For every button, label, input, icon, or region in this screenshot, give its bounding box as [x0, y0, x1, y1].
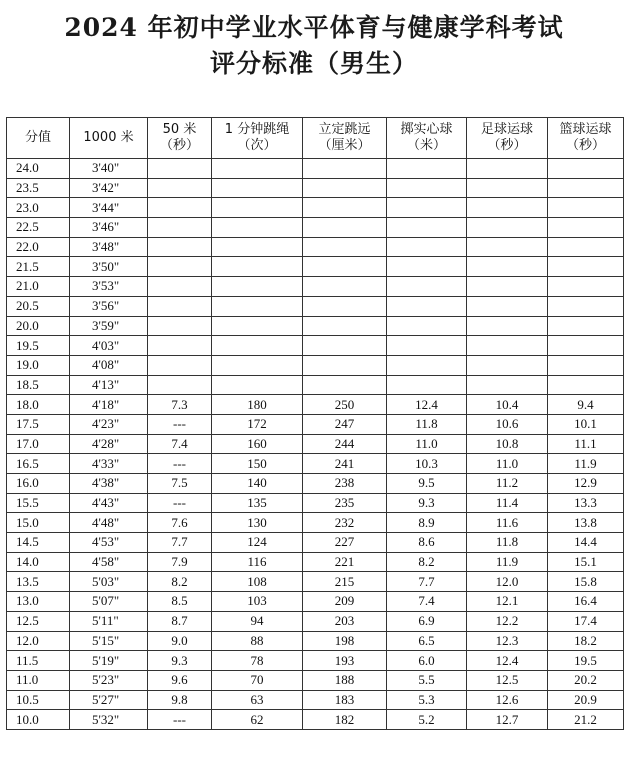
header-1000m-label: 1000 米: [83, 130, 134, 145]
cell-shot-throw: 8.9: [387, 513, 467, 533]
cell-50m: ---: [148, 493, 212, 513]
cell-rope-skipping: 70: [212, 670, 303, 690]
cell-football-dribble: [467, 178, 548, 198]
cell-rope-skipping: 124: [212, 533, 303, 553]
cell-football-dribble: 12.1: [467, 592, 548, 612]
table-row: [7, 474, 624, 494]
cell-long-jump: 241: [303, 454, 387, 474]
cell-50m: [148, 257, 212, 277]
cell-score: 17.0: [7, 434, 70, 454]
cell-50m: 7.4: [148, 434, 212, 454]
cell-football-dribble: 10.4: [467, 395, 548, 415]
cell-shot-throw: 11.8: [387, 414, 467, 434]
cell-score: 22.0: [7, 237, 70, 257]
cell-rope-skipping: 160: [212, 434, 303, 454]
table-row: [7, 552, 624, 572]
cell-1000m: 3'53": [70, 277, 148, 297]
cell-long-jump: [303, 218, 387, 238]
cell-score: 23.5: [7, 178, 70, 198]
cell-football-dribble: 10.8: [467, 434, 548, 454]
table-row: [7, 395, 624, 415]
cell-rope-skipping: 180: [212, 395, 303, 415]
header-score-label: 分值: [24, 130, 51, 145]
cell-basketball-dribble: 21.2: [548, 710, 624, 730]
cell-basketball-dribble: [548, 296, 624, 316]
cell-shot-throw: 6.5: [387, 631, 467, 651]
cell-long-jump: 182: [303, 710, 387, 730]
cell-score: 17.5: [7, 414, 70, 434]
cell-score: 20.5: [7, 296, 70, 316]
cell-shot-throw: [387, 237, 467, 257]
header-long-jump-unit: （厘米）: [318, 138, 371, 153]
cell-50m: ---: [148, 454, 212, 474]
cell-50m: [148, 237, 212, 257]
cell-long-jump: 221: [303, 552, 387, 572]
cell-shot-throw: 9.3: [387, 493, 467, 513]
cell-basketball-dribble: 20.2: [548, 670, 624, 690]
cell-long-jump: 244: [303, 434, 387, 454]
header-shot-throw-label: 掷实心球: [400, 122, 453, 137]
cell-rope-skipping: 103: [212, 592, 303, 612]
header-row: [7, 118, 624, 159]
cell-shot-throw: [387, 178, 467, 198]
cell-basketball-dribble: 15.1: [548, 552, 624, 572]
cell-1000m: 3'46": [70, 218, 148, 238]
cell-football-dribble: [467, 277, 548, 297]
cell-rope-skipping: [212, 375, 303, 395]
cell-50m: ---: [148, 414, 212, 434]
cell-score: 21.0: [7, 277, 70, 297]
table-row: [7, 316, 624, 336]
cell-score: 20.0: [7, 316, 70, 336]
cell-shot-throw: 8.6: [387, 533, 467, 553]
cell-football-dribble: 12.7: [467, 710, 548, 730]
table-row: [7, 237, 624, 257]
cell-50m: 8.2: [148, 572, 212, 592]
cell-long-jump: 232: [303, 513, 387, 533]
cell-basketball-dribble: [548, 257, 624, 277]
cell-football-dribble: 12.3: [467, 631, 548, 651]
header-rope-skipping-unit: （次）: [237, 138, 277, 153]
table-row: [7, 611, 624, 631]
cell-rope-skipping: 108: [212, 572, 303, 592]
cell-long-jump: 203: [303, 611, 387, 631]
cell-basketball-dribble: [548, 237, 624, 257]
cell-score: 15.5: [7, 493, 70, 513]
cell-1000m: 5'19": [70, 651, 148, 671]
cell-rope-skipping: 88: [212, 631, 303, 651]
cell-1000m: 5'23": [70, 670, 148, 690]
cell-long-jump: [303, 237, 387, 257]
cell-rope-skipping: [212, 355, 303, 375]
document-subtitle: 评分标准（男生）: [209, 49, 418, 78]
cell-football-dribble: 11.8: [467, 533, 548, 553]
cell-basketball-dribble: 12.9: [548, 474, 624, 494]
cell-long-jump: [303, 296, 387, 316]
cell-rope-skipping: 63: [212, 690, 303, 710]
cell-long-jump: [303, 375, 387, 395]
table-row: [7, 375, 624, 395]
header-basketball-dribble-unit: （秒）: [565, 138, 605, 153]
cell-score: 18.0: [7, 395, 70, 415]
cell-1000m: 4'58": [70, 552, 148, 572]
table-row: [7, 296, 624, 316]
cell-football-dribble: 11.6: [467, 513, 548, 533]
cell-long-jump: [303, 257, 387, 277]
cell-50m: 8.7: [148, 611, 212, 631]
table-row: [7, 572, 624, 592]
cell-rope-skipping: 150: [212, 454, 303, 474]
table-header: [7, 118, 624, 159]
cell-rope-skipping: [212, 277, 303, 297]
cell-football-dribble: 11.4: [467, 493, 548, 513]
header-50m-unit: （秒）: [159, 138, 199, 153]
header-football-dribble-label: 足球运球: [480, 122, 533, 137]
header-1000m: [70, 118, 148, 159]
header-long-jump-label: 立定跳远: [318, 122, 371, 137]
cell-50m: 9.0: [148, 631, 212, 651]
header-rope-skipping-label: 1 分钟跳绳: [224, 122, 290, 137]
cell-long-jump: 198: [303, 631, 387, 651]
cell-football-dribble: 12.4: [467, 651, 548, 671]
cell-basketball-dribble: 15.8: [548, 572, 624, 592]
cell-50m: [148, 316, 212, 336]
cell-long-jump: [303, 316, 387, 336]
cell-football-dribble: [467, 375, 548, 395]
cell-shot-throw: 6.0: [387, 651, 467, 671]
cell-football-dribble: 12.6: [467, 690, 548, 710]
cell-football-dribble: [467, 316, 548, 336]
cell-1000m: 4'03": [70, 336, 148, 356]
cell-50m: 7.3: [148, 395, 212, 415]
cell-rope-skipping: 130: [212, 513, 303, 533]
cell-shot-throw: [387, 355, 467, 375]
cell-shot-throw: 9.5: [387, 474, 467, 494]
cell-rope-skipping: 140: [212, 474, 303, 494]
table-row: [7, 218, 624, 238]
cell-long-jump: [303, 336, 387, 356]
cell-50m: [148, 218, 212, 238]
cell-long-jump: 188: [303, 670, 387, 690]
cell-shot-throw: 7.4: [387, 592, 467, 612]
table-row: [7, 651, 624, 671]
cell-1000m: 5'15": [70, 631, 148, 651]
cell-50m: [148, 198, 212, 218]
header-rope-skipping: [212, 118, 303, 159]
cell-50m: [148, 178, 212, 198]
cell-1000m: 3'59": [70, 316, 148, 336]
cell-long-jump: 215: [303, 572, 387, 592]
cell-long-jump: [303, 178, 387, 198]
table-row: [7, 277, 624, 297]
cell-1000m: 3'42": [70, 178, 148, 198]
cell-basketball-dribble: [548, 375, 624, 395]
cell-score: 16.0: [7, 474, 70, 494]
cell-football-dribble: [467, 198, 548, 218]
cell-rope-skipping: 78: [212, 651, 303, 671]
cell-long-jump: 235: [303, 493, 387, 513]
table-row: [7, 336, 624, 356]
cell-50m: [148, 296, 212, 316]
cell-rope-skipping: [212, 218, 303, 238]
cell-1000m: 4'38": [70, 474, 148, 494]
cell-shot-throw: 5.2: [387, 710, 467, 730]
cell-shot-throw: 12.4: [387, 395, 467, 415]
cell-50m: [148, 159, 212, 179]
document-title: 2024 年初中学业水平体育与健康学科考试: [64, 13, 564, 42]
table-row: [7, 533, 624, 553]
cell-rope-skipping: 135: [212, 493, 303, 513]
cell-shot-throw: [387, 159, 467, 179]
cell-basketball-dribble: 13.3: [548, 493, 624, 513]
table-row: [7, 159, 624, 179]
cell-50m: [148, 277, 212, 297]
cell-basketball-dribble: [548, 316, 624, 336]
cell-50m: [148, 336, 212, 356]
cell-football-dribble: [467, 159, 548, 179]
cell-long-jump: [303, 159, 387, 179]
cell-shot-throw: 10.3: [387, 454, 467, 474]
header-long-jump: [303, 118, 387, 159]
cell-1000m: 3'44": [70, 198, 148, 218]
cell-basketball-dribble: [548, 218, 624, 238]
cell-1000m: 4'08": [70, 355, 148, 375]
cell-1000m: 3'56": [70, 296, 148, 316]
header-score: [7, 118, 70, 159]
table-row: [7, 493, 624, 513]
cell-shot-throw: [387, 375, 467, 395]
table-row: [7, 631, 624, 651]
cell-long-jump: [303, 198, 387, 218]
cell-long-jump: 247: [303, 414, 387, 434]
cell-long-jump: [303, 355, 387, 375]
cell-rope-skipping: [212, 257, 303, 277]
cell-score: 12.5: [7, 611, 70, 631]
cell-score: 10.5: [7, 690, 70, 710]
cell-score: 10.0: [7, 710, 70, 730]
header-basketball-dribble: [548, 118, 624, 159]
cell-rope-skipping: [212, 237, 303, 257]
cell-50m: 7.7: [148, 533, 212, 553]
cell-50m: [148, 375, 212, 395]
cell-1000m: 3'50": [70, 257, 148, 277]
cell-score: 16.5: [7, 454, 70, 474]
header-shot-throw: [387, 118, 467, 159]
header-football-dribble-unit: （秒）: [487, 138, 527, 153]
header-football-dribble: [467, 118, 548, 159]
table-row: [7, 178, 624, 198]
cell-shot-throw: [387, 198, 467, 218]
cell-shot-throw: [387, 257, 467, 277]
cell-basketball-dribble: 11.9: [548, 454, 624, 474]
table-row: [7, 710, 624, 730]
cell-long-jump: [303, 277, 387, 297]
table-row: [7, 592, 624, 612]
scoring-table: [6, 117, 624, 730]
cell-score: 14.5: [7, 533, 70, 553]
cell-rope-skipping: 172: [212, 414, 303, 434]
header-50m-label: 50 米: [162, 122, 197, 137]
cell-score: 11.5: [7, 651, 70, 671]
cell-rope-skipping: [212, 296, 303, 316]
cell-1000m: 4'43": [70, 493, 148, 513]
cell-football-dribble: 11.0: [467, 454, 548, 474]
cell-1000m: 3'40": [70, 159, 148, 179]
cell-score: 23.0: [7, 198, 70, 218]
cell-long-jump: 193: [303, 651, 387, 671]
cell-rope-skipping: 62: [212, 710, 303, 730]
cell-rope-skipping: [212, 159, 303, 179]
cell-score: 24.0: [7, 159, 70, 179]
cell-1000m: 4'23": [70, 414, 148, 434]
cell-50m: 9.3: [148, 651, 212, 671]
table-row: [7, 355, 624, 375]
table-row: [7, 454, 624, 474]
cell-football-dribble: [467, 257, 548, 277]
table-row: [7, 513, 624, 533]
cell-1000m: 3'48": [70, 237, 148, 257]
cell-50m: 8.5: [148, 592, 212, 612]
cell-basketball-dribble: [548, 178, 624, 198]
cell-basketball-dribble: 14.4: [548, 533, 624, 553]
cell-long-jump: 183: [303, 690, 387, 710]
table-row: [7, 670, 624, 690]
cell-rope-skipping: [212, 316, 303, 336]
cell-50m: 7.9: [148, 552, 212, 572]
cell-basketball-dribble: 17.4: [548, 611, 624, 631]
cell-basketball-dribble: [548, 198, 624, 218]
cell-rope-skipping: [212, 336, 303, 356]
table-row: [7, 257, 624, 277]
cell-50m: [148, 355, 212, 375]
header-shot-throw-unit: （米）: [406, 138, 446, 153]
table-row: [7, 434, 624, 454]
cell-1000m: 4'18": [70, 395, 148, 415]
cell-score: 11.0: [7, 670, 70, 690]
cell-1000m: 4'13": [70, 375, 148, 395]
cell-score: 18.5: [7, 375, 70, 395]
cell-basketball-dribble: 16.4: [548, 592, 624, 612]
cell-long-jump: 209: [303, 592, 387, 612]
cell-shot-throw: 5.5: [387, 670, 467, 690]
cell-1000m: 4'48": [70, 513, 148, 533]
cell-score: 13.5: [7, 572, 70, 592]
cell-basketball-dribble: 19.5: [548, 651, 624, 671]
cell-football-dribble: 12.2: [467, 611, 548, 631]
cell-1000m: 5'07": [70, 592, 148, 612]
cell-shot-throw: 8.2: [387, 552, 467, 572]
cell-rope-skipping: 94: [212, 611, 303, 631]
cell-1000m: 4'28": [70, 434, 148, 454]
cell-long-jump: 250: [303, 395, 387, 415]
cell-basketball-dribble: 9.4: [548, 395, 624, 415]
cell-50m: ---: [148, 710, 212, 730]
cell-basketball-dribble: 11.1: [548, 434, 624, 454]
cell-basketball-dribble: [548, 355, 624, 375]
cell-score: 19.5: [7, 336, 70, 356]
cell-score: 15.0: [7, 513, 70, 533]
cell-football-dribble: 12.5: [467, 670, 548, 690]
cell-shot-throw: 7.7: [387, 572, 467, 592]
cell-shot-throw: 6.9: [387, 611, 467, 631]
cell-shot-throw: [387, 316, 467, 336]
cell-50m: 7.5: [148, 474, 212, 494]
cell-basketball-dribble: [548, 277, 624, 297]
cell-score: 22.5: [7, 218, 70, 238]
table-row: [7, 414, 624, 434]
header-50m: [148, 118, 212, 159]
cell-football-dribble: [467, 218, 548, 238]
cell-50m: 9.8: [148, 690, 212, 710]
cell-football-dribble: 10.6: [467, 414, 548, 434]
cell-basketball-dribble: 10.1: [548, 414, 624, 434]
cell-basketball-dribble: 13.8: [548, 513, 624, 533]
cell-shot-throw: [387, 277, 467, 297]
cell-football-dribble: 12.0: [467, 572, 548, 592]
cell-1000m: 4'53": [70, 533, 148, 553]
cell-basketball-dribble: 18.2: [548, 631, 624, 651]
cell-basketball-dribble: 20.9: [548, 690, 624, 710]
cell-football-dribble: 11.9: [467, 552, 548, 572]
cell-shot-throw: 11.0: [387, 434, 467, 454]
cell-score: 21.5: [7, 257, 70, 277]
cell-rope-skipping: [212, 178, 303, 198]
cell-football-dribble: [467, 355, 548, 375]
cell-1000m: 5'03": [70, 572, 148, 592]
cell-50m: 9.6: [148, 670, 212, 690]
cell-score: 13.0: [7, 592, 70, 612]
table-row: [7, 690, 624, 710]
cell-rope-skipping: 116: [212, 552, 303, 572]
cell-1000m: 5'27": [70, 690, 148, 710]
cell-basketball-dribble: [548, 336, 624, 356]
cell-1000m: 5'11": [70, 611, 148, 631]
cell-1000m: 5'32": [70, 710, 148, 730]
header-basketball-dribble-label: 篮球运球: [559, 122, 612, 137]
cell-rope-skipping: [212, 198, 303, 218]
cell-50m: 7.6: [148, 513, 212, 533]
cell-score: 14.0: [7, 552, 70, 572]
cell-football-dribble: 11.2: [467, 474, 548, 494]
table-body: [7, 159, 624, 730]
cell-shot-throw: [387, 218, 467, 238]
cell-score: 19.0: [7, 355, 70, 375]
table-row: [7, 198, 624, 218]
cell-1000m: 4'33": [70, 454, 148, 474]
cell-football-dribble: [467, 296, 548, 316]
cell-long-jump: 238: [303, 474, 387, 494]
cell-shot-throw: 5.3: [387, 690, 467, 710]
cell-football-dribble: [467, 237, 548, 257]
cell-long-jump: 227: [303, 533, 387, 553]
cell-basketball-dribble: [548, 159, 624, 179]
cell-score: 12.0: [7, 631, 70, 651]
cell-football-dribble: [467, 336, 548, 356]
cell-shot-throw: [387, 336, 467, 356]
cell-shot-throw: [387, 296, 467, 316]
